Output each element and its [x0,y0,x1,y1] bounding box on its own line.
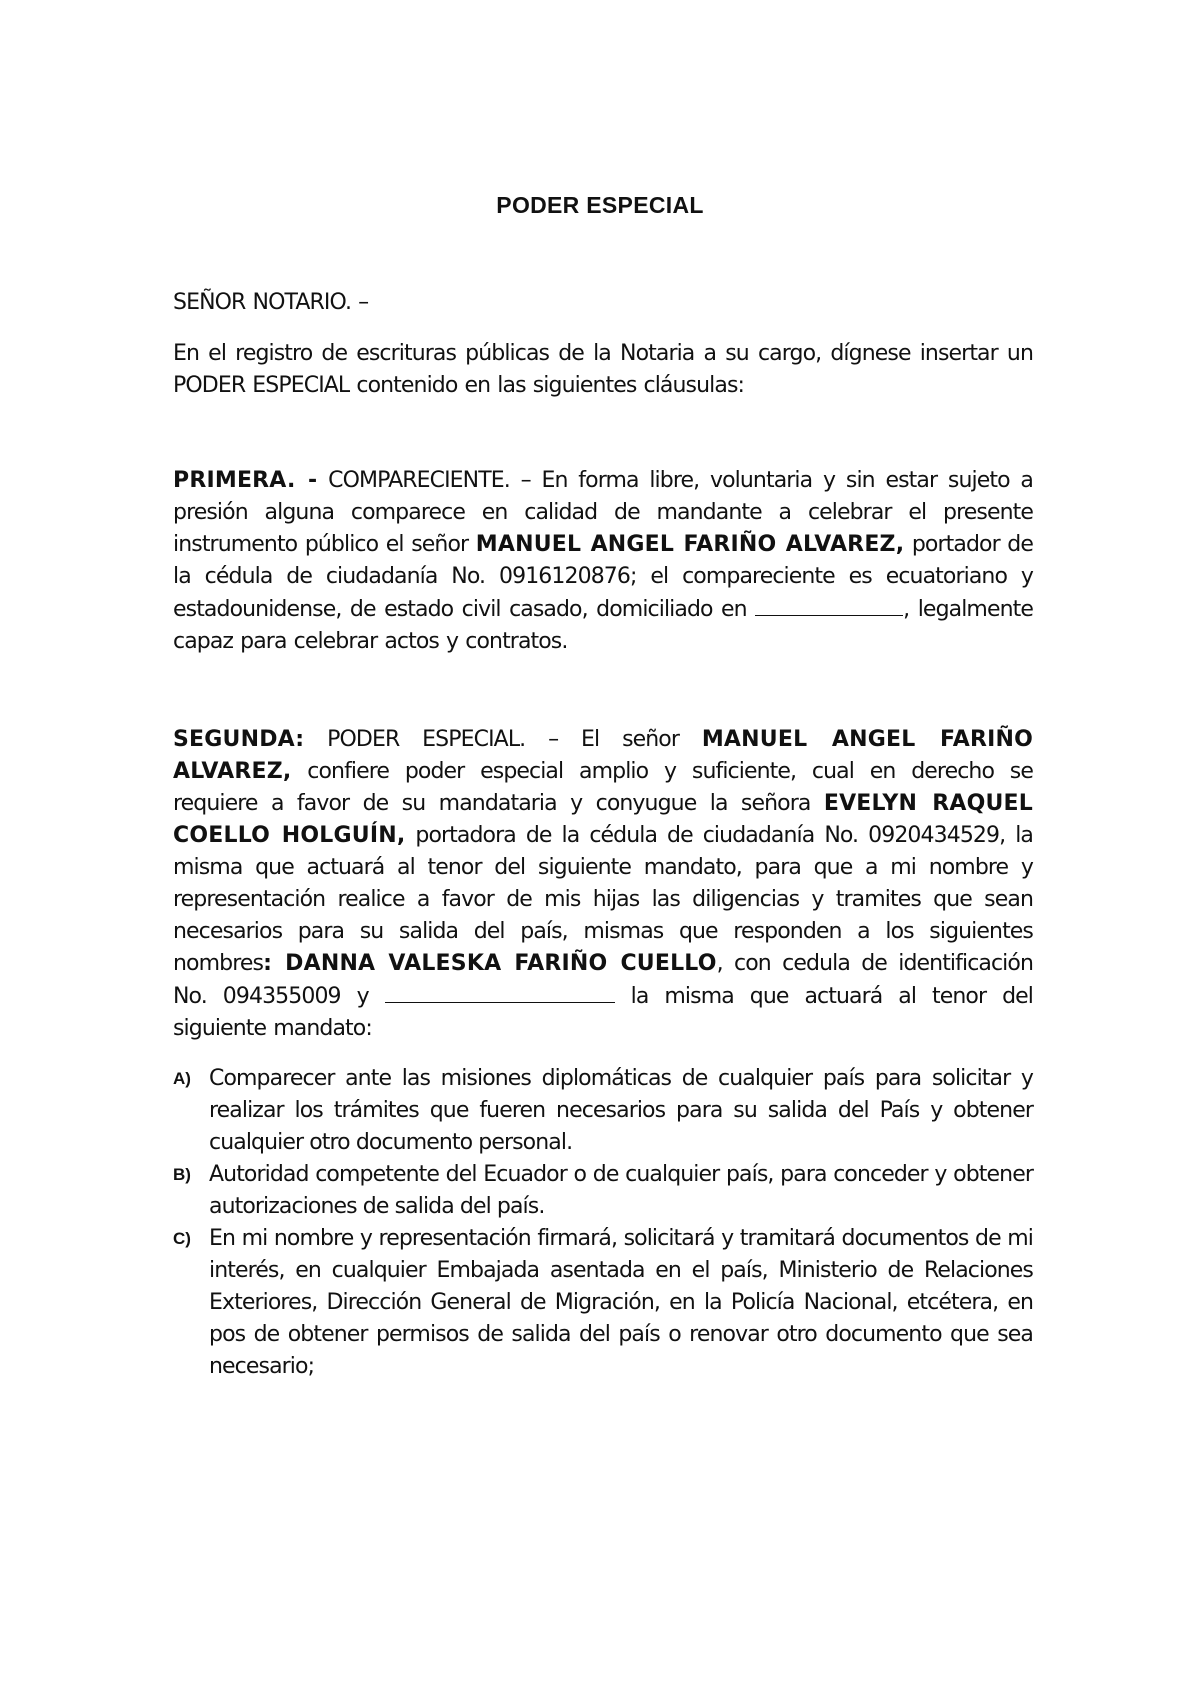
list-item [173,1223,1033,1383]
mandante-name-repeat: MANUEL ANGEL FARIÑO ALVAREZ, [173,727,1033,784]
clause-segunda-text-5: la misma que actuará al tenor del siguiente mandato: [173,984,1033,1041]
list-item-text: Autoridad competente del Ecuador o de cualquier país, para conceder y obtener autorizaciones de salida del país. [209,1162,1033,1219]
mandante-name: MANUEL ANGEL FARIÑO ALVAREZ, [475,532,905,557]
salutation: SEÑOR NOTARIO. – [173,290,369,315]
list-item-text: En mi nombre y representación firmará, solicitará y tramitará documentos de mi interés, en cualquier Embajada asentada en el país, Ministerio de Relaciones Exteriores, Dirección General de Migración, en la Policía Nacional, etcétera, en pos de obtener permisos de salida del país o renovar otro documento que sea necesario; [209,1226,1033,1379]
clause-segunda-heading: SEGUNDA: [173,727,305,752]
daughter-name: DANNA VALESKA FARIÑO CUELLO [272,951,717,976]
clause-primera-text-2: portador de la cédula de ciudadanía No. 0916120876; el compareciente es ecuatoriano y estadounidense, de estado civil casado, domiciliado en [173,532,1034,622]
clause-segunda-text-3: portadora de la cédula de ciudadanía No. 0920434529, la misma que actuará al tenor del siguiente mandato, para que a mi nombre y representación realice a favor de mis hijas las diligencias y tramites que sean necesarios para su salida del país, mismas que responden a los siguientes nombres [173,823,1033,976]
clause-primera-text-3: , legalmente capaz para celebrar actos y contratos. [173,597,1033,654]
clause-primera-heading: PRIMERA. - [173,468,318,493]
colon: : [263,951,273,976]
list-item [173,1063,1033,1159]
intro-paragraph: En el registro de escrituras públicas de la Notaria a su cargo, dígnese insertar un PODER ESPECIAL contenido en las siguientes cláusulas: [173,341,1033,398]
list-item [173,1159,1033,1223]
second-daughter-blank-line [385,980,615,1003]
mandate-list [173,1063,1033,1383]
mandataria-name: EVELYN RAQUEL COELLO HOLGUÍN, [173,791,1034,848]
clause-primera-text-1: COMPARECIENTE. – En forma libre, voluntaria y sin estar sujeto a presión alguna comparece en calidad de mandante a celebrar el presente instrumento público el señor [173,468,1033,557]
domicile-blank-line [755,593,903,616]
clause-segunda-text-2: confiere poder especial amplio y suficiente, cual en derecho se requiere a favor de su mandataria y conyugue la señora [173,759,1033,816]
clause-segunda-text-1: PODER ESPECIAL. – El señor [304,727,702,752]
list-item-text: Comparecer ante las misiones diplomáticas de cualquier país para solicitar y realizar los trámites que fueren necesarios para su salida del País y obtener cualquier otro documento personal. [209,1066,1033,1155]
clause-segunda [173,724,1033,1045]
list-item-letter: A) [173,1069,191,1088]
clause-primera [173,465,1033,658]
document-title: PODER ESPECIAL [496,192,704,218]
clause-segunda-text-4: , con cedula de identificación No. 094355009 y [173,951,1033,1009]
list-item-letter: C) [173,1229,191,1248]
list-item-letter: B) [173,1165,191,1184]
